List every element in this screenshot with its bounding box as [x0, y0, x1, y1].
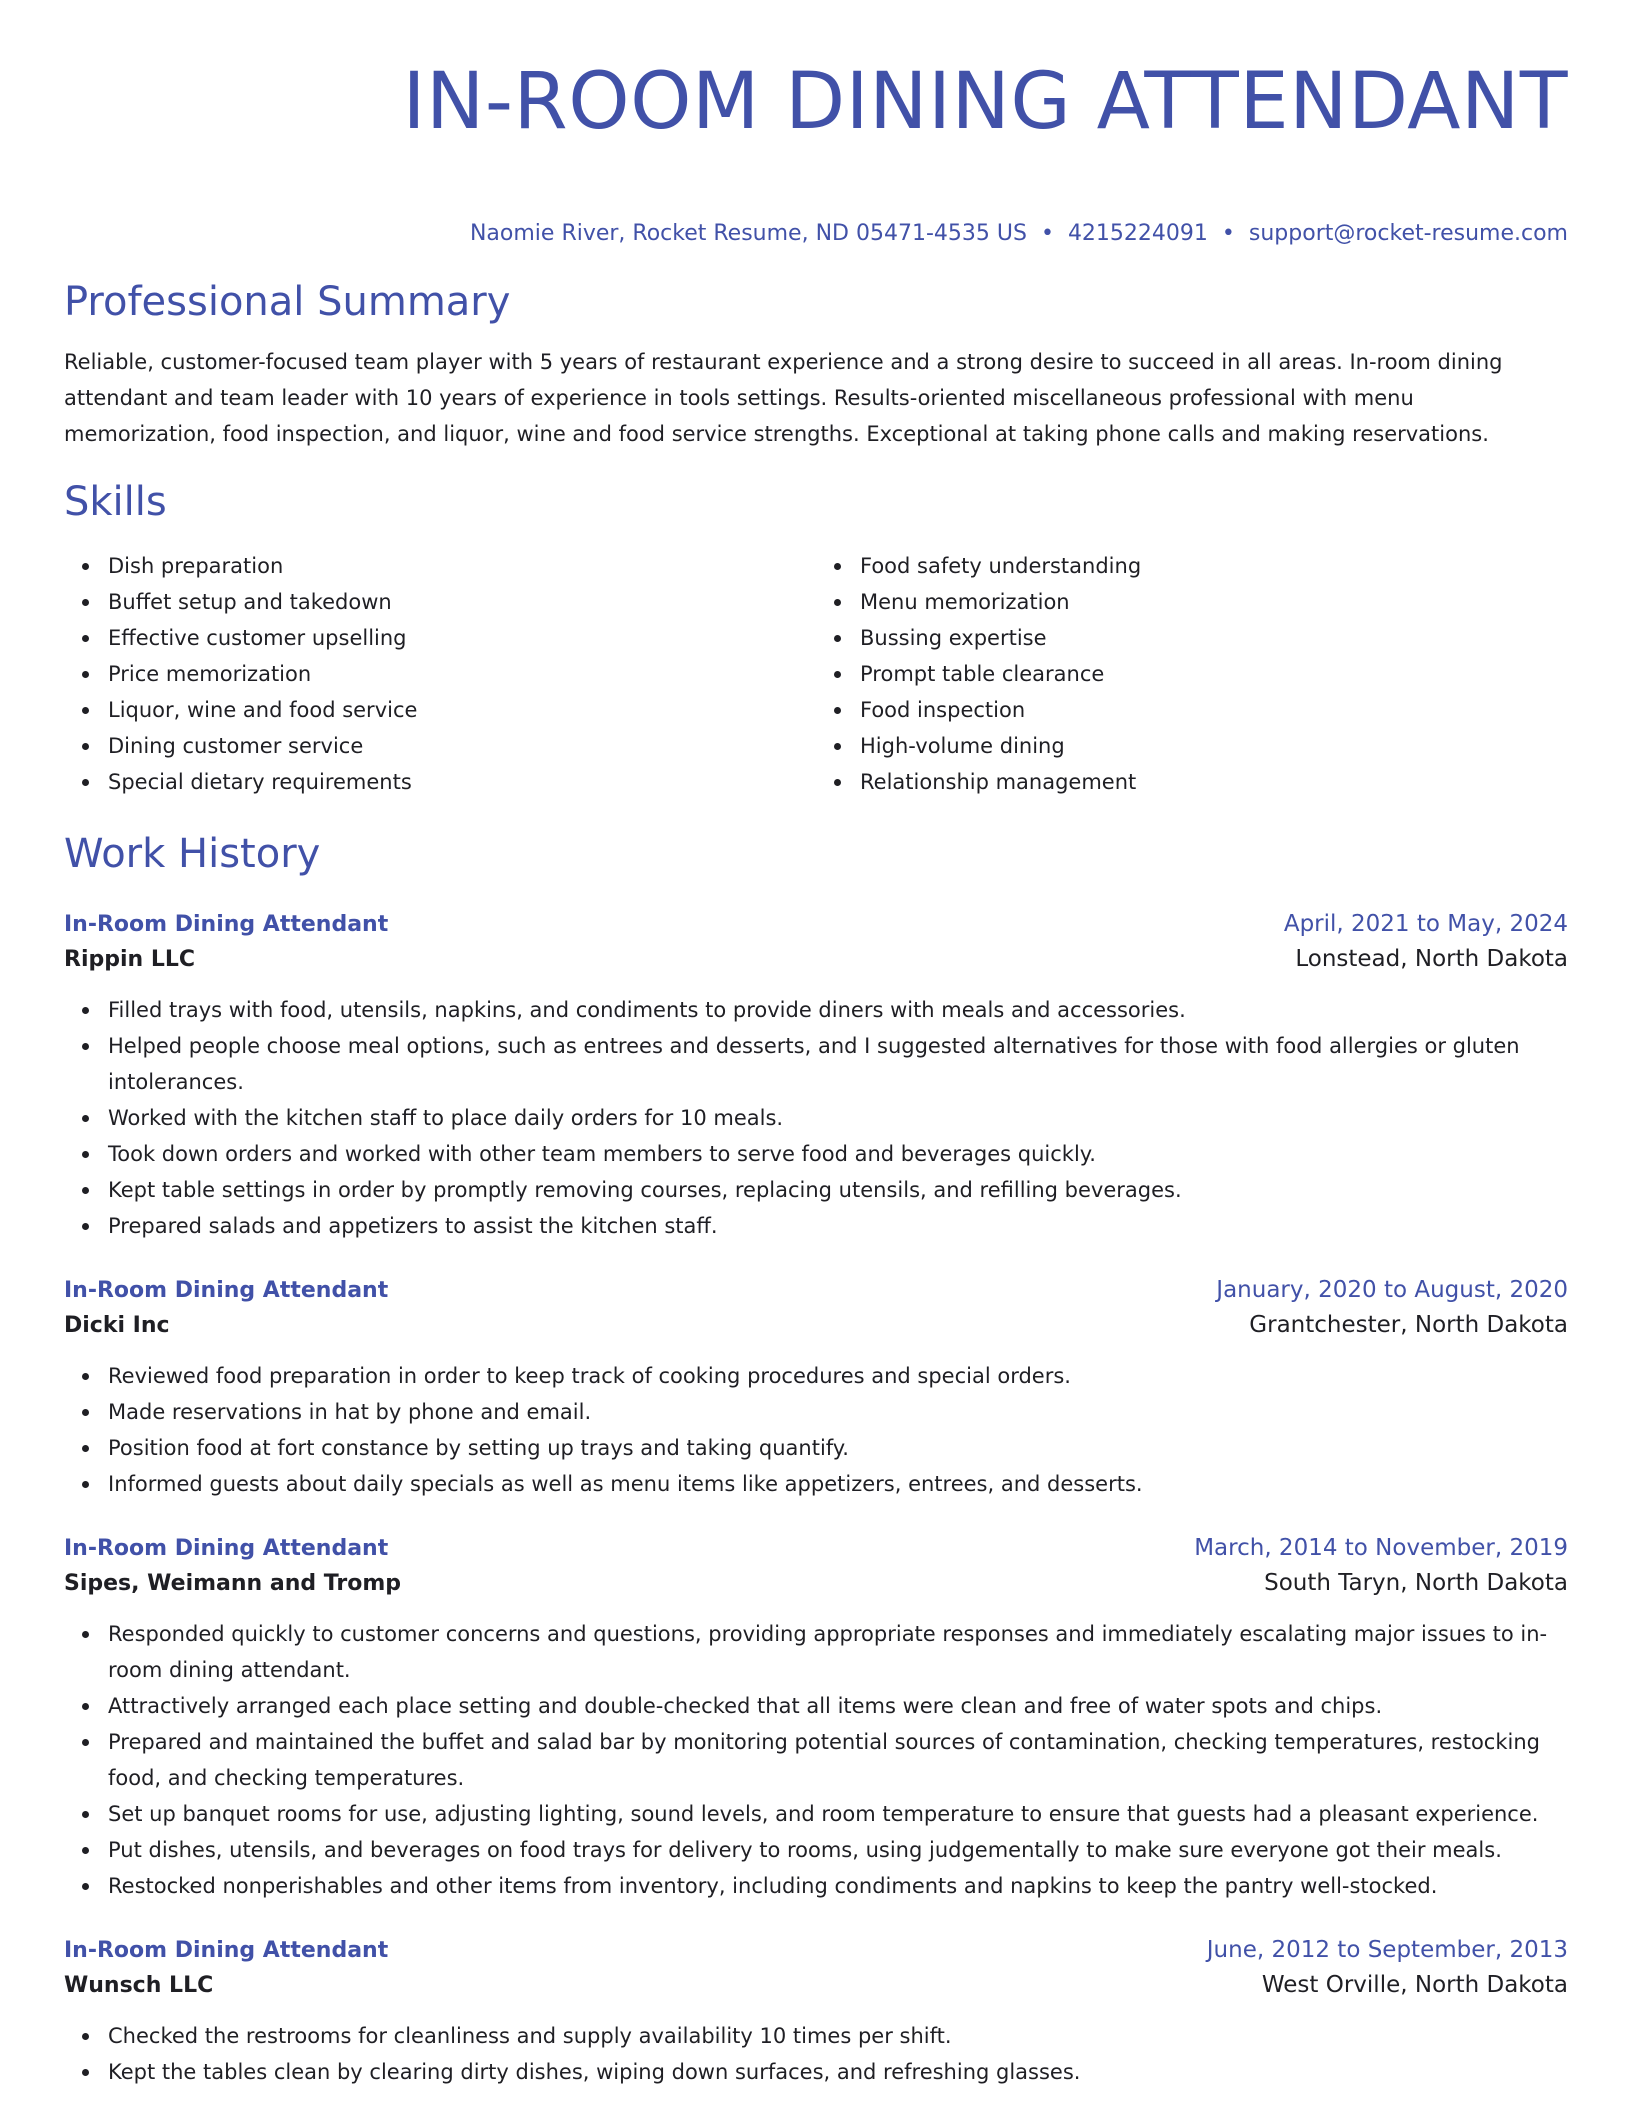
job-location: South Taryn, North Dakota: [1264, 1570, 1568, 1596]
job-duty-item: Set up banquet rooms for use, adjusting lighting, sound levels, and room temperature to ensure that guests had a pleasant experience.: [108, 1796, 1568, 1832]
job-title: In-Room Dining Attendant: [64, 912, 389, 937]
job-duty-item: Helped people choose meal options, such as entrees and desserts, and I suggested alternatives for those with food allergies or gluten intolerances.: [108, 1028, 1568, 1100]
job-entry: [64, 1274, 1568, 1502]
skill-item: Price memorization: [108, 656, 816, 692]
job-duties-list: [64, 1616, 1568, 1904]
skills-heading: Skills: [64, 479, 167, 525]
job-header-row: [64, 1274, 1568, 1307]
job-dates: April, 2021 to May, 2024: [1283, 911, 1568, 937]
skill-item: Special dietary requirements: [108, 764, 816, 800]
job-title: In-Room Dining Attendant: [64, 1938, 389, 1963]
job-entry: [64, 1934, 1568, 2090]
skill-item: Relationship management: [860, 764, 1568, 800]
job-company: Wunsch LLC: [64, 1973, 214, 1998]
job-duty-item: Reviewed food preparation in order to keep track of cooking procedures and special orders.: [108, 1358, 1568, 1394]
job-title: In-Room Dining Attendant: [64, 1536, 389, 1561]
work-history-heading: Work History: [64, 831, 321, 877]
skills-column-left: [64, 548, 816, 800]
skill-item: Menu memorization: [860, 584, 1568, 620]
job-duty-item: Attractively arranged each place setting and double-checked that all items were clean and free of water spots and chips.: [108, 1688, 1568, 1724]
skills-list-left: [64, 548, 816, 800]
job-duties-list: [64, 2018, 1568, 2090]
job-employer-row: [64, 941, 1568, 978]
job-duty-item: Restocked nonperishables and other items from inventory, including condiments and napkins to keep the pantry well-stocked.: [108, 1868, 1568, 1904]
job-header-row: [64, 1532, 1568, 1565]
summary-text: Reliable, customer-focused team player with 5 years of restaurant experience and a strong desire to succeed in all areas. In-room dining attendant and team leader with 10 years of experience in tools settings. Results-oriented miscellaneous professional with menu memorization, food inspection, and liquor, wine and food service strengths. Exceptional at taking phone calls and making reservations.: [64, 350, 1503, 446]
job-location: West Orville, North Dakota: [1261, 1972, 1568, 1998]
summary-heading: Professional Summary: [64, 279, 511, 325]
job-location: Grantchester, North Dakota: [1249, 1312, 1568, 1338]
job-employer-row: [64, 1565, 1568, 1602]
job-duty-item: Position food at fort constance by setting up trays and taking quantify.: [108, 1430, 1568, 1466]
job-dates: January, 2020 to August, 2020: [1216, 1277, 1568, 1303]
contact-separator: •: [1221, 221, 1235, 246]
skill-item: Liquor, wine and food service: [108, 692, 816, 728]
job-employer-row: [64, 1967, 1568, 2004]
job-duty-item: Took down orders and worked with other team members to serve food and beverages quickly.: [108, 1136, 1568, 1172]
job-dates: March, 2014 to November, 2019: [1194, 1535, 1568, 1561]
contact-separator: •: [1040, 221, 1054, 246]
skill-item: Effective customer upselling: [108, 620, 816, 656]
job-entry: [64, 908, 1568, 1244]
job-company: Sipes, Weimann and Tromp: [64, 1571, 402, 1596]
job-location: Lonstead, North Dakota: [1295, 946, 1568, 972]
skill-item: Dining customer service: [108, 728, 816, 764]
job-duty-item: Filled trays with food, utensils, napkins, and condiments to provide diners with meals and accessories.: [108, 992, 1568, 1028]
job-duty-item: Put dishes, utensils, and beverages on food trays for delivery to rooms, using judgementally to make sure everyone got their meals.: [108, 1832, 1568, 1868]
resume-title: IN-ROOM DINING ATTENDANT: [402, 57, 1568, 147]
job-duties-list: [64, 1358, 1568, 1502]
contact-phone: 4215224091: [1067, 221, 1208, 246]
skill-item: Buffet setup and takedown: [108, 584, 816, 620]
job-duty-item: Prepared salads and appetizers to assist the kitchen staff.: [108, 1208, 1568, 1244]
job-duty-item: Made reservations in hat by phone and email.: [108, 1394, 1568, 1430]
skills-column-right: [816, 548, 1568, 800]
job-duty-item: Responded quickly to customer concerns and questions, providing appropriate responses and immediately escalating major issues to in-room dining attendant.: [108, 1616, 1568, 1688]
job-duty-item: Kept table settings in order by promptly removing courses, replacing utensils, and refilling beverages.: [108, 1172, 1568, 1208]
skill-item: Prompt table clearance: [860, 656, 1568, 692]
job-company: Dicki Inc: [64, 1313, 170, 1338]
skills-list-right: [816, 548, 1568, 800]
job-duty-item: Checked the restrooms for cleanliness and supply availability 10 times per shift.: [108, 2018, 1568, 2054]
contact-line: [64, 220, 1568, 248]
job-header-row: [64, 908, 1568, 941]
skill-item: Dish preparation: [108, 548, 816, 584]
job-duties-list: [64, 992, 1568, 1244]
job-dates: June, 2012 to September, 2013: [1206, 1937, 1568, 1963]
job-company: Rippin LLC: [64, 947, 196, 972]
job-title: In-Room Dining Attendant: [64, 1278, 389, 1303]
job-duty-item: Worked with the kitchen staff to place daily orders for 10 meals.: [108, 1100, 1568, 1136]
skill-item: Food inspection: [860, 692, 1568, 728]
job-employer-row: [64, 1307, 1568, 1344]
skill-item: High-volume dining: [860, 728, 1568, 764]
job-header-row: [64, 1934, 1568, 1967]
contact-email: support@rocket-resume.com: [1248, 221, 1568, 246]
job-duty-item: Prepared and maintained the buffet and salad bar by monitoring potential sources of contamination, checking temperatures, restocking food, and checking temperatures.: [108, 1724, 1568, 1796]
skill-item: Food safety understanding: [860, 548, 1568, 584]
job-duty-item: Informed guests about daily specials as well as menu items like appetizers, entrees, and desserts.: [108, 1466, 1568, 1502]
job-entry: [64, 1532, 1568, 1904]
contact-address: Naomie River, Rocket Resume, ND 05471-4535 US: [469, 221, 1027, 246]
skill-item: Bussing expertise: [860, 620, 1568, 656]
job-duty-item: Kept the tables clean by clearing dirty dishes, wiping down surfaces, and refreshing glasses.: [108, 2054, 1568, 2090]
skills-grid: [64, 548, 1568, 800]
